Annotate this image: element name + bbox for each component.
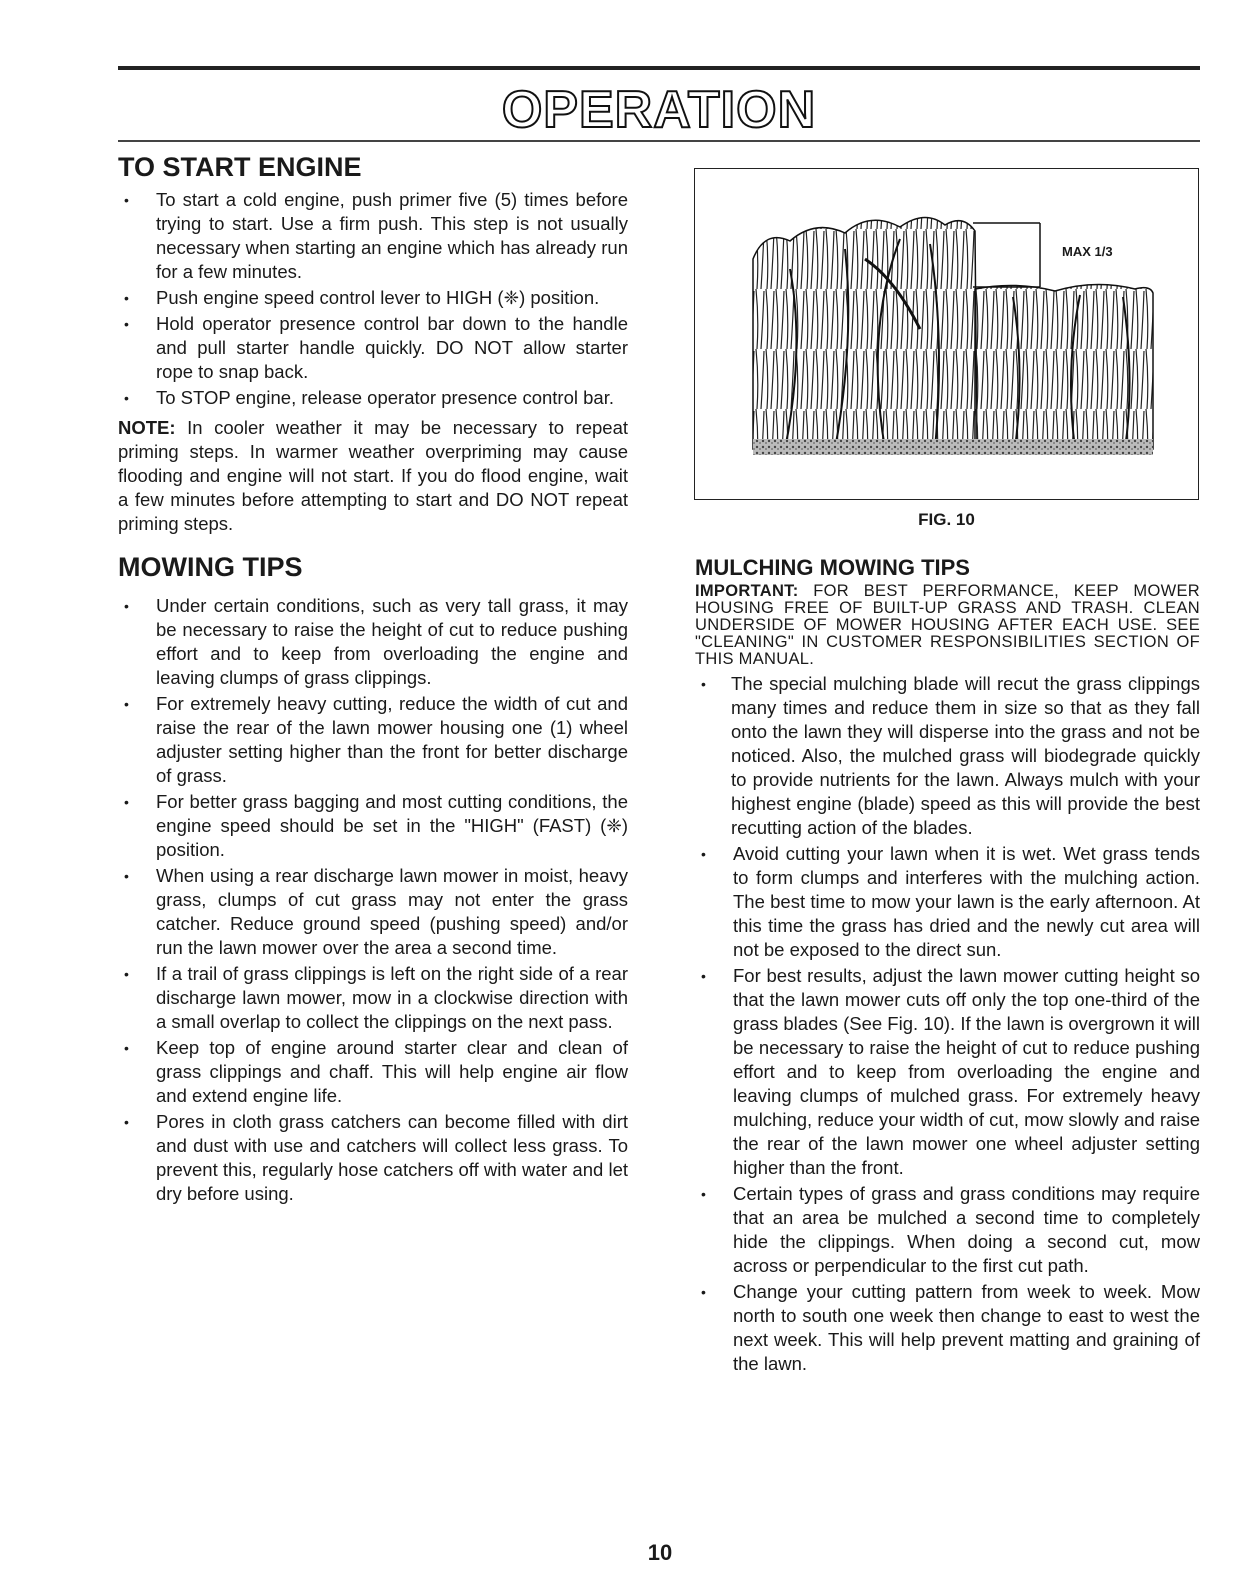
start-engine-heading: TO START ENGINE [118,152,362,182]
list-item: • Under certain conditions, such as very tall grass, it may be necessary to raise the height of cut to reduce pushing effort and to keep from overloading the engine and leaving clumps of grass clippings. [118,594,628,690]
list-item: • To STOP engine, release operator presence control bar. [118,386,628,410]
mowing-tips-heading: MOWING TIPS [118,552,303,582]
page-number: 10 [647,1540,673,1565]
left-column [118,150,628,1208]
list-item: • Certain types of grass and grass conditions may require that an area be mulched a second time to completely hide the clippings. When doing a second cut, mow across or perpendicular to the first cut path. [695,1182,1200,1278]
list-item: • When using a rear discharge lawn mower in moist, heavy grass, clumps of cut grass may not enter the grass catcher. Reduce ground speed (pushing speed) and/or run the lawn mower over the area a second time. [118,864,628,960]
list-item: • Push engine speed control lever to HIGH (❈) position. [118,286,628,310]
list-item: • Avoid cutting your lawn when it is wet. Wet grass tends to form clumps and interferes with the mulching action. The best time to mow your lawn is the early afternoon. At this time the grass has dried and the newly cut area will not be exposed to the direct sun. [695,842,1200,962]
note-paragraph [118,416,628,536]
list-item: • Hold operator presence control bar down to the handle and pull starter handle quickly. DO NOT allow starter rope to snap back. [118,312,628,384]
top-rule [118,66,1200,70]
mulching-heading: MULCHING MOWING TIPS [695,555,970,580]
note-text: In cooler weather it may be necessary to repeat priming steps. In warmer weather overpriming may cause flooding and engine will not start. If you do flood engine, wait a few minutes before attempting to start and DO NOT repeat priming steps. [118,417,629,534]
right-column [695,555,1200,1378]
list-item: • For best results, adjust the lawn mower cutting height so that the lawn mower cuts off only the top one-third of the grass blades (See Fig. 10). If the lawn is overgrown it will be necessary to raise the height of cut to reduce pushing effort and to keep from overloading the engine and leaving clumps of mulched grass. For extremely heavy mulching, reduce your width of cut, mow slowly and raise the rear of the lawn mower one wheel adjuster setting higher than the front. [695,964,1200,1180]
list-item: • Keep top of engine around starter clear and clean of grass clippings and chaff. This will help engine air flow and extend engine life. [118,1036,628,1108]
important-text: FOR BEST PERFORMANCE, KEEP MOWER HOUSING FREE OF BUILT-UP GRASS AND TRASH. CLEAN UNDERSIDE OF MOWER HOUSING AFTER EACH USE. SEE "CLEANING" IN CUSTOMER RESPONSIBILITIES SECTION OF THIS MANUAL. [695,582,1200,668]
list-item: • Pores in cloth grass catchers can become filled with dirt and dust with use and catchers will collect less grass. To prevent this, regularly hose catchers off with water and let dry before using. [118,1110,628,1206]
page-title: OPERATION [501,81,817,139]
list-item: • Change your cutting pattern from week to week. Mow north to south one week then change to east to west the next week. This will help prevent matting and graining of the lawn. [695,1280,1200,1376]
list-item: • To start a cold engine, push primer five (5) times before trying to start. Use a firm push. This step is not usually necessary when starting an engine which has already run for a few minutes. [118,188,628,284]
important-paragraph [695,583,1200,668]
start-engine-list [118,188,628,410]
list-item: • For better grass bagging and most cutting conditions, the engine speed should be set in the "HIGH" (FAST) (❈) position. [118,790,628,862]
note-label: NOTE: [118,417,176,438]
mulching-list [695,672,1200,1376]
mowing-tips-list [118,594,628,1206]
list-item: • For extremely heavy cutting, reduce the width of cut and raise the rear of the lawn mower housing one (1) wheel adjuster setting higher than the front for better discharge of grass. [118,692,628,788]
grass-illustration [695,169,1198,499]
important-label: IMPORTANT: [695,582,799,600]
title-rule [118,140,1200,142]
list-item: • If a trail of grass clippings is left on the right side of a rear discharge lawn mower, mow in a clockwise direction with a small overlap to collect the clippings on the next pass. [118,962,628,1034]
max-label: MAX 1/3 [1062,244,1113,259]
list-item: • The special mulching blade will recut the grass clippings many times and reduce them in size so that as they fall onto the lawn they will disperse into the grass and not be noticed. Also, the mulched grass will biodegrade quickly to provide nutrients for the lawn. Always mulch with your highest engine (blade) speed as this will provide the best recutting action of the blades. [695,672,1200,840]
figure-caption: FIG. 10 [918,510,975,529]
figure-frame [694,168,1199,500]
